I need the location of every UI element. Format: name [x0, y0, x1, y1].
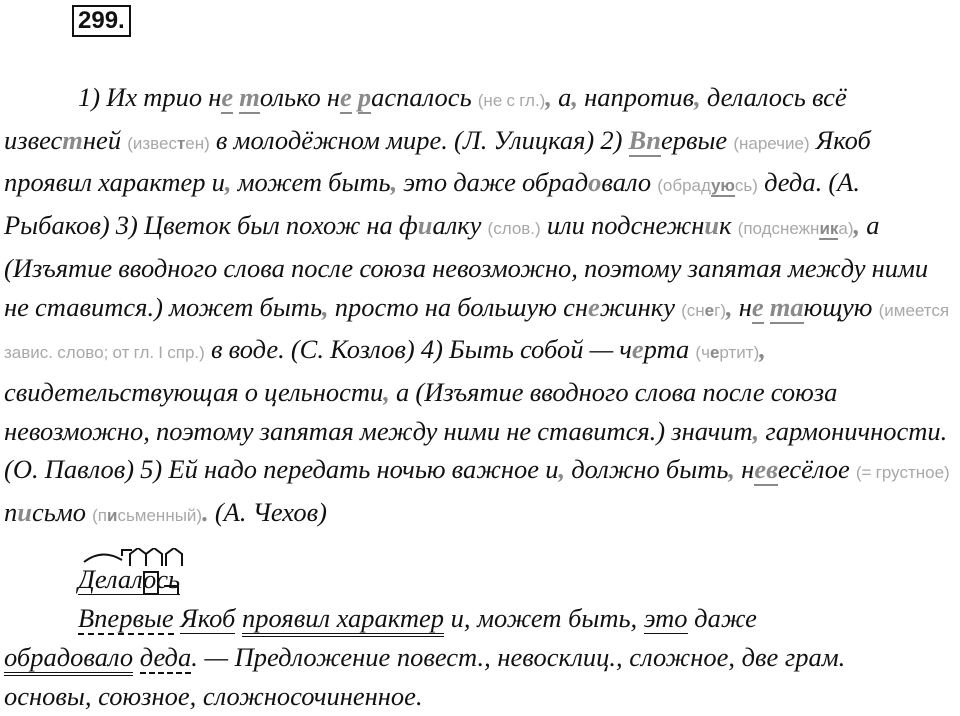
- comma-mark: ,: [390, 167, 398, 198]
- orthogram-mark: ев: [754, 454, 778, 485]
- text-span: ервые: [660, 124, 734, 155]
- word-analysis: [4, 560, 959, 716]
- text-span: 1) Их трио н: [78, 82, 222, 112]
- grammar-note: [92, 506, 202, 525]
- grammar-note: [695, 343, 759, 362]
- note-part: (п: [92, 506, 107, 526]
- orthogram-mark: о: [588, 167, 602, 198]
- text-span: в воде. (С. Козлов) 4) Быть собой — ч: [204, 334, 632, 365]
- grammar-note: (наречие): [733, 133, 810, 153]
- analysis-line-1: [4, 599, 959, 638]
- text-span: [352, 82, 358, 112]
- text-span: (А. Чехов): [208, 497, 327, 528]
- text-span: должно быть: [565, 454, 729, 485]
- grammar-note: [127, 134, 210, 153]
- comma-mark: ,: [224, 167, 232, 198]
- comma-mark: ,: [322, 291, 329, 322]
- text-span: а (Изъятие вводного слова после союза невозможно, поэтому запятая между ними не ставится.) может быть: [4, 210, 929, 322]
- orthogram-mark: та: [769, 291, 804, 322]
- comma-mark: ,: [726, 291, 733, 322]
- orthogram-mark: е: [751, 291, 764, 322]
- comma-mark: ,: [694, 82, 701, 112]
- note-mark: т: [176, 133, 186, 153]
- predicate-member: обрадовало: [4, 642, 133, 676]
- orthogram-mark: и: [704, 210, 720, 241]
- analysis-line-3: основы, союзное, сложносочиненное.: [4, 681, 423, 711]
- text-span: аспалось: [371, 82, 478, 112]
- note-part: ен): [185, 133, 210, 153]
- note-mark: и: [106, 506, 118, 526]
- text-span: делалось всё извес: [4, 82, 847, 155]
- note-part: сьменный): [117, 506, 203, 526]
- grammar-note: [657, 176, 758, 197]
- grammar-note: (не с гл.): [477, 91, 546, 110]
- text-span: к: [719, 210, 738, 241]
- note-part: (обрад: [657, 176, 711, 196]
- text-span: а (Изъятие вводного слова после союза невозможно, поэтому запятая между ними не ставится.) значит: [4, 376, 838, 446]
- text-span: это даже обрад: [397, 167, 589, 198]
- predicate-member: проявил характер: [242, 603, 444, 637]
- note-part: (сн: [681, 300, 705, 320]
- text-span: алку: [432, 210, 488, 241]
- text-span: ющую: [803, 291, 879, 322]
- object-member: деда: [139, 642, 192, 672]
- text-span: деда. (А. Рыбаков) 3) Цветок был похож на ф: [4, 167, 860, 241]
- grammar-note: (имеется завис. слово; от гл. I спр.): [4, 300, 950, 363]
- orthogram-mark: е: [221, 82, 234, 112]
- text-span: может быть: [231, 167, 391, 198]
- text-span: [764, 292, 770, 322]
- note-mark: е: [709, 343, 720, 363]
- punct-mark: .: [202, 497, 209, 528]
- note-part: г): [714, 300, 726, 320]
- note-part: (извес: [127, 133, 177, 153]
- orthogram-mark: е: [587, 291, 600, 322]
- text-span: жинку: [599, 291, 682, 322]
- orthogram-mark: т: [62, 124, 83, 155]
- analysis-head-word: Делалось: [78, 564, 181, 594]
- text-span: свидетельствующая о цельности: [4, 376, 384, 407]
- exercise-number: 299.: [72, 5, 131, 37]
- note-part: а): [838, 219, 854, 239]
- text-span: вало: [601, 167, 658, 198]
- note-part: ртит): [719, 343, 760, 363]
- text-span: п: [4, 497, 18, 528]
- comma-mark: ,: [752, 415, 760, 446]
- morpheme-analysis-word: [78, 560, 180, 599]
- exercise-text: [4, 78, 959, 536]
- orthogram-mark: р: [357, 82, 372, 112]
- text-span: рта: [643, 334, 696, 365]
- note-mark: ик: [819, 219, 839, 239]
- text-span: просто на большую сн: [328, 291, 588, 322]
- orthogram-mark: е: [631, 334, 644, 365]
- comma-mark: ,: [728, 454, 736, 485]
- text-span: олько н: [259, 82, 341, 112]
- note-mark: ую: [710, 176, 735, 196]
- note-part: (ч: [695, 343, 710, 363]
- text-span: н: [735, 454, 755, 485]
- comma-mark: ,: [571, 82, 578, 112]
- text-span: есёлое: [777, 454, 856, 485]
- analysis-text: даже: [687, 603, 757, 633]
- orthogram-mark: т: [239, 82, 260, 112]
- analysis-head-line: [4, 560, 959, 599]
- orthogram-mark: е: [340, 82, 352, 112]
- note-part: сь): [734, 176, 758, 196]
- grammar-note: [681, 301, 726, 320]
- comma-mark: ,: [545, 82, 552, 112]
- text-span: сьмо: [32, 497, 93, 528]
- comma-mark: ,: [558, 454, 566, 485]
- grammar-note: (= грустное): [855, 463, 950, 483]
- analysis-text: . — Предложение повест., невосклиц., сложное, две грам.: [191, 642, 846, 672]
- text-span: или подснежн: [540, 210, 705, 241]
- orthogram-mark: и: [417, 210, 433, 241]
- analysis-line-2: [4, 638, 959, 677]
- text-span: напротив: [577, 82, 695, 112]
- orthogram-mark: Вп: [628, 124, 661, 155]
- text-span: а: [551, 82, 572, 112]
- note-part: (подснежн: [737, 219, 820, 239]
- text-span: ней: [82, 124, 128, 155]
- text-span: в молодёжном мире. (Л. Улицкая) 2): [209, 124, 629, 155]
- note-mark: е: [704, 300, 715, 320]
- morpheme-marks-icon: [78, 548, 190, 600]
- subject-member: Якоб: [180, 603, 236, 633]
- text-span: гармоничности. (О. Павлов) 5) Ей надо передать ночью важное и: [4, 415, 948, 485]
- grammar-note: [738, 219, 854, 240]
- subject-member: это: [643, 603, 688, 633]
- comma-mark: ,: [853, 210, 861, 241]
- orthogram-mark: и: [17, 497, 32, 528]
- text-span: Якоб проявил характер и: [4, 124, 871, 198]
- analysis-text: и, может быть,: [443, 603, 644, 633]
- text-span: н: [732, 291, 752, 322]
- comma-mark: ,: [759, 334, 766, 365]
- grammar-note: (слов.): [487, 219, 541, 239]
- comma-mark: ,: [383, 376, 390, 407]
- adverbial-member: Впервые: [78, 603, 174, 633]
